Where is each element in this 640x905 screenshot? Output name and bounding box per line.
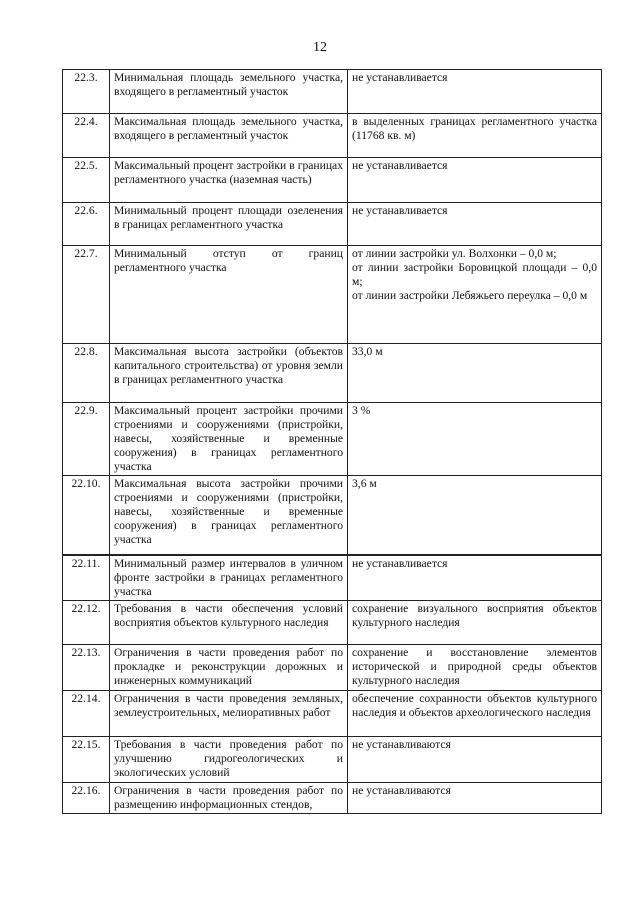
parameter-name: Максимальный процент застройки прочими строениями и сооружениями (пристройки, навесы, хозяйственные и временные сооружения) в границах регламентного участка	[110, 403, 348, 476]
table-row	[63, 690, 602, 736]
parameter-name: Требования в части обеспечения условий восприятия объектов культурного наследия	[110, 600, 348, 644]
value-line: не устанавливается	[352, 159, 448, 172]
parameter-value	[348, 158, 602, 203]
parameter-value	[348, 600, 602, 644]
parameter-name: Максимальный процент застройки в границах регламентного участка (наземная часть)	[110, 158, 348, 203]
value-line: не устанавливается	[352, 204, 448, 217]
row-number: 22.15.	[63, 736, 110, 782]
parameter-value	[348, 246, 602, 344]
value-line: от линии застройки Лебяжьего переулка – 0,0 м	[352, 289, 588, 302]
parameter-name: Ограничения в части проведения работ по размещению информационных стендов,	[110, 782, 348, 813]
row-number: 22.3.	[63, 70, 110, 114]
parameter-value	[348, 690, 602, 736]
table-row	[63, 644, 602, 690]
parameter-value	[348, 70, 602, 114]
table-row	[63, 246, 602, 344]
value-line: в выделенных границах регламентного участка (11768 кв. м)	[352, 115, 597, 142]
value-line: 3,6 м	[352, 477, 377, 490]
page-number: 12	[313, 40, 327, 55]
parameter-value	[348, 736, 602, 782]
table-row	[63, 736, 602, 782]
parameter-value	[348, 403, 602, 476]
row-number: 22.11.	[63, 555, 110, 601]
table-row	[63, 158, 602, 203]
parameter-name: Минимальная площадь земельного участка, входящего в регламентный участок	[110, 70, 348, 114]
table-row	[63, 476, 602, 555]
value-line: обеспечение сохранности объектов культурного наследия и объектов археологического наследия	[352, 691, 597, 719]
value-line: сохранение визуального восприятия объектов культурного наследия	[352, 601, 597, 629]
value-line: не устанавливается	[352, 71, 448, 84]
parameter-name: Минимальный процент площади озеленения в границах регламентного участка	[110, 203, 348, 246]
table-row	[63, 70, 602, 114]
parameter-name: Минимальный размер интервалов в уличном фронте застройки в границах регламентного участка	[110, 555, 348, 601]
table-row	[63, 555, 602, 601]
row-number: 22.13.	[63, 644, 110, 690]
row-number: 22.4.	[63, 114, 110, 158]
parameter-value	[348, 555, 602, 601]
value-line: 3 %	[352, 404, 371, 417]
regulation-table	[62, 69, 602, 814]
parameter-value	[348, 344, 602, 403]
row-number: 22.5.	[63, 158, 110, 203]
table-row	[63, 344, 602, 403]
row-number: 22.10.	[63, 476, 110, 555]
parameter-value	[348, 782, 602, 813]
value-line: не устанавливается	[352, 556, 448, 570]
parameter-name: Максимальная высота застройки прочими строениями и сооружениями (пристройки, навесы, хозяйственные и временные сооружения) в границах регламентного участка	[110, 476, 348, 555]
row-number: 22.9.	[63, 403, 110, 476]
row-number: 22.6.	[63, 203, 110, 246]
table-row	[63, 203, 602, 246]
table-row	[63, 114, 602, 158]
value-line: не устанавливаются	[352, 783, 451, 797]
parameter-name: Максимальная высота застройки (объектов капитального строительства) от уровня земли в границах регламентного участка	[110, 344, 348, 403]
row-number: 22.12.	[63, 600, 110, 644]
table-row	[63, 782, 602, 813]
value-line: не устанавливаются	[352, 737, 451, 751]
value-line: от линии застройки Боровицкой площади – 0,0 м;	[352, 261, 597, 288]
value-line: 33,0 м	[352, 345, 383, 358]
value-line: от линии застройки ул. Волхонки – 0,0 м;	[352, 247, 557, 260]
row-number: 22.14.	[63, 690, 110, 736]
parameter-name: Требования в части проведения работ по улучшению гидрогеологических и экологических условий	[110, 736, 348, 782]
parameter-value	[348, 476, 602, 555]
parameter-name: Ограничения в части проведения земляных, землеустроительных, мелиоративных работ	[110, 690, 348, 736]
parameter-value	[348, 644, 602, 690]
row-number: 22.8.	[63, 344, 110, 403]
parameter-name: Минимальный отступ от границ регламентного участка	[110, 246, 348, 344]
parameter-value	[348, 203, 602, 246]
parameter-name: Ограничения в части проведения работ по прокладке и реконструкции дорожных и инженерных коммуникаций	[110, 644, 348, 690]
table-row	[63, 600, 602, 644]
row-number: 22.7.	[63, 246, 110, 344]
table-row	[63, 403, 602, 476]
value-line: сохранение и восстановление элементов исторической и природной среды объектов культурного наследия	[352, 645, 597, 687]
parameter-value	[348, 114, 602, 158]
parameter-name: Максимальная площадь земельного участка, входящего в регламентный участок	[110, 114, 348, 158]
row-number: 22.16.	[63, 782, 110, 813]
